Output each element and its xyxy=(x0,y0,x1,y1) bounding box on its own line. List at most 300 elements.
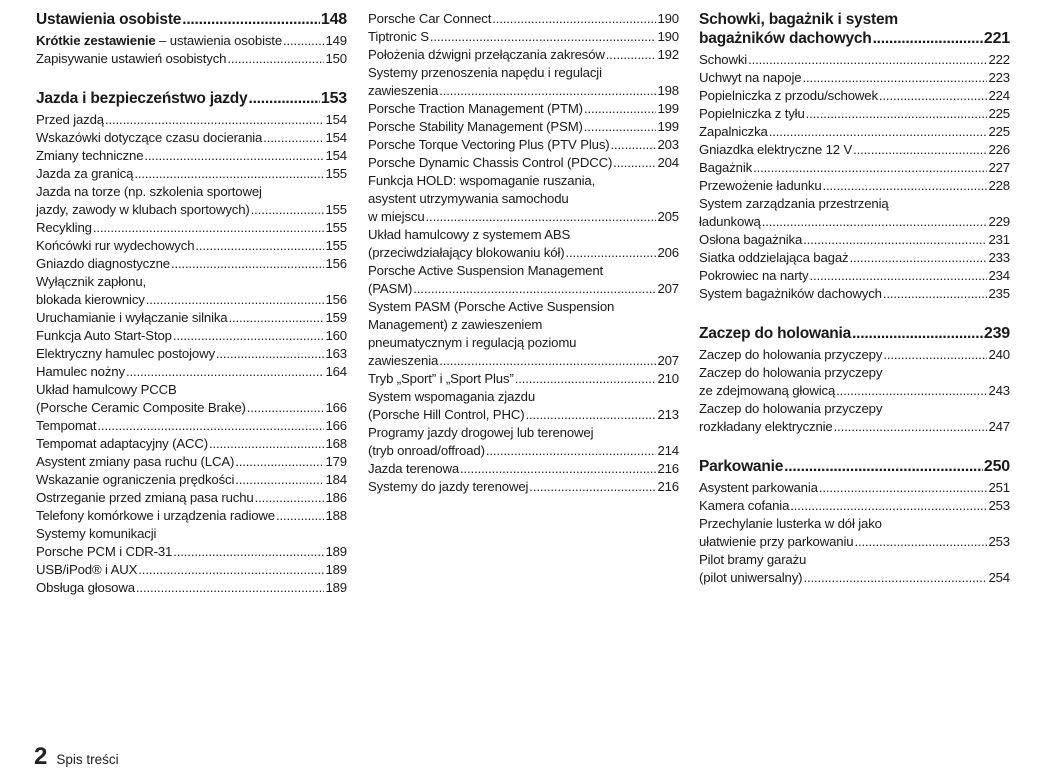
dot-leader xyxy=(228,309,324,327)
dot-leader xyxy=(146,291,325,309)
toc-entry-text xyxy=(36,561,137,579)
toc-entry[interactable] xyxy=(368,10,679,28)
toc-entry-row xyxy=(699,141,1010,159)
toc-entry[interactable] xyxy=(36,219,347,237)
toc-entry-page: 247 xyxy=(988,419,1010,434)
toc-entry-label: ułatwienie przy parkowaniu xyxy=(699,534,854,549)
toc-entry[interactable] xyxy=(699,51,1010,69)
toc-entry-row xyxy=(368,478,679,496)
dot-leader xyxy=(235,471,324,489)
toc-entry-page: 203 xyxy=(657,137,679,152)
dot-leader xyxy=(748,51,987,69)
toc-entry-text xyxy=(36,309,227,327)
toc-entry-row xyxy=(368,406,679,424)
toc-entry-row xyxy=(368,352,679,370)
toc-entry-row xyxy=(368,370,679,388)
toc-entry-text xyxy=(368,82,438,100)
toc-entry-row xyxy=(699,249,1010,267)
toc-entry-text xyxy=(368,154,612,172)
toc-entry[interactable] xyxy=(368,28,679,46)
toc-entry-label: Recykling xyxy=(36,220,92,235)
toc-entry-text xyxy=(368,46,605,64)
toc-entry-label: Zapisywanie ustawień osobistych xyxy=(36,51,227,66)
dot-leader xyxy=(819,479,988,497)
toc-entry-label: Gniazdo diagnostyczne xyxy=(36,256,170,271)
dot-leader xyxy=(138,561,324,579)
toc-entry[interactable] xyxy=(699,267,1010,285)
toc-entry[interactable] xyxy=(36,273,347,309)
toc-entry-page: 226 xyxy=(988,142,1010,157)
toc-section-heading[interactable] xyxy=(699,10,1010,48)
section-title: Parkowanie xyxy=(699,458,784,475)
toc-entry-page: 210 xyxy=(657,371,679,386)
toc-entry-label: Asystent zmiany pasa ruchu (LCA) xyxy=(36,454,235,469)
toc-entry[interactable] xyxy=(368,298,679,370)
toc-entry[interactable] xyxy=(699,123,1010,141)
toc-entry-row xyxy=(699,213,1010,231)
dot-leader xyxy=(182,10,320,29)
toc-entry[interactable] xyxy=(368,46,679,64)
dot-leader xyxy=(276,507,324,525)
toc-entry[interactable] xyxy=(699,515,1010,551)
toc-entry-line: Programy jazdy drogowej lub terenowej xyxy=(368,425,594,440)
toc-entry-label: w miejscu xyxy=(368,209,425,224)
toc-entry-row xyxy=(36,363,347,381)
dot-leader xyxy=(525,406,656,424)
toc-entry[interactable] xyxy=(36,129,347,147)
toc-entry-label: Tryb „Sport” i „Sport Plus” xyxy=(368,371,514,386)
page-footer xyxy=(34,743,119,771)
dot-leader xyxy=(879,87,988,105)
toc-entry-line: Zaczep do holowania przyczepy xyxy=(699,401,883,416)
dot-leader xyxy=(430,28,657,46)
toc-entry-page: 160 xyxy=(325,328,347,343)
dot-leader xyxy=(144,147,324,165)
toc-entry-label: Tiptronic S xyxy=(368,29,429,44)
toc-entry[interactable] xyxy=(36,435,347,453)
toc-entry-page: 235 xyxy=(988,286,1010,301)
toc-entry-page: 192 xyxy=(657,47,679,62)
dot-leader xyxy=(486,442,657,460)
toc-section xyxy=(699,457,1010,587)
toc-entry[interactable] xyxy=(368,118,679,136)
toc-entry-label: Przewożenie ładunku xyxy=(699,178,822,193)
toc-entry-line: Pilot bramy garażu xyxy=(699,552,807,567)
toc-entry-label: (Porsche Ceramic Composite Brake) xyxy=(36,400,246,415)
dot-leader xyxy=(248,89,319,108)
toc-entry-list xyxy=(699,51,1010,303)
toc-entry[interactable] xyxy=(699,141,1010,159)
toc-entry-row xyxy=(36,309,347,327)
toc-entry-page: 150 xyxy=(325,51,347,66)
toc-entry[interactable] xyxy=(36,327,347,345)
toc-column-2 xyxy=(368,10,679,496)
toc-section xyxy=(699,10,1010,303)
toc-entry[interactable] xyxy=(36,111,347,129)
toc-entry-page: 223 xyxy=(988,70,1010,85)
toc-entry[interactable] xyxy=(368,460,679,478)
toc-entry[interactable] xyxy=(368,172,679,226)
toc-entry-text xyxy=(36,255,170,273)
toc-entry-page: 166 xyxy=(325,400,347,415)
toc-entry-line: Management) z zawieszeniem xyxy=(368,317,543,332)
toc-entry-label: – ustawienia osobiste xyxy=(155,33,283,48)
toc-entry-text xyxy=(699,533,853,551)
dot-leader xyxy=(173,543,324,561)
toc-entry[interactable] xyxy=(699,346,1010,364)
toc-entry-page: 205 xyxy=(657,209,679,224)
toc-entry[interactable] xyxy=(36,147,347,165)
dot-leader xyxy=(873,29,983,48)
toc-entry-label: Hamulec nożny xyxy=(36,364,125,379)
toc-entry-row xyxy=(36,237,347,255)
toc-entry-text xyxy=(36,399,246,417)
toc-entry-text xyxy=(699,382,835,400)
toc-entry-text xyxy=(368,118,583,136)
toc-entry[interactable] xyxy=(368,64,679,100)
toc-entry-row xyxy=(699,105,1010,123)
toc-entry-label: Siatka oddzielająca bagaż xyxy=(699,250,849,265)
toc-entry-label: Elektryczny hamulec postojowy xyxy=(36,346,215,361)
toc-entry-row xyxy=(699,267,1010,285)
toc-entry-row xyxy=(699,382,1010,400)
toc-entry-label: Porsche Dynamic Chassis Control (PDCC) xyxy=(368,155,613,170)
toc-entry-page: 216 xyxy=(657,461,679,476)
dot-leader xyxy=(283,32,324,50)
toc-entry-page: 251 xyxy=(988,480,1010,495)
toc-entry[interactable] xyxy=(36,165,347,183)
toc-entry-label: ze zdejmowaną głowicą xyxy=(699,383,836,398)
toc-entry[interactable] xyxy=(699,249,1010,267)
dot-leader xyxy=(235,453,324,471)
toc-entry-page: 198 xyxy=(657,83,679,98)
toc-entry-row xyxy=(36,327,347,345)
toc-entry-label: USB/iPod® i AUX xyxy=(36,562,138,577)
toc-entry[interactable] xyxy=(368,136,679,154)
toc-entry-page: 229 xyxy=(988,214,1010,229)
toc-entry-row xyxy=(36,471,347,489)
toc-entry-label: Jazda za granicą xyxy=(36,166,134,181)
toc-entry-line: System zarządzania przestrzenią xyxy=(699,196,889,211)
toc-entry-page: 225 xyxy=(988,124,1010,139)
toc-entry[interactable] xyxy=(699,177,1010,195)
toc-entry[interactable] xyxy=(36,525,347,561)
toc-entry[interactable] xyxy=(36,183,347,219)
toc-entry-line: Systemy komunikacji xyxy=(36,526,157,541)
toc-entry[interactable] xyxy=(368,478,679,496)
toc-entry[interactable] xyxy=(36,417,347,435)
toc-entry-label: Schowki xyxy=(699,52,748,67)
toc-entry-row xyxy=(36,417,347,435)
toc-entry-row xyxy=(699,123,1010,141)
dot-leader xyxy=(227,50,324,68)
toc-entry-page: 154 xyxy=(325,112,347,127)
toc-entry-row xyxy=(699,533,1010,551)
toc-entry[interactable] xyxy=(36,489,347,507)
toc-entry-text xyxy=(36,327,172,345)
toc-entry-text xyxy=(36,417,96,435)
toc-entry-text xyxy=(36,471,234,489)
toc-entry-label: Gniazdka elektryczne 12 V xyxy=(699,142,853,157)
toc-entry[interactable] xyxy=(699,364,1010,400)
toc-entry-row xyxy=(699,69,1010,87)
section-title-row xyxy=(699,324,1010,343)
toc-entry-row xyxy=(699,285,1010,303)
toc-entry[interactable] xyxy=(36,471,347,489)
section-title: Zaczep do holowania xyxy=(699,325,852,342)
toc-entry-page: 207 xyxy=(657,281,679,296)
toc-entry[interactable] xyxy=(368,154,679,172)
toc-entry-page: 156 xyxy=(325,292,347,307)
toc-entry-page: 159 xyxy=(325,310,347,325)
toc-entry-page: 216 xyxy=(657,479,679,494)
toc-entry-row xyxy=(36,129,347,147)
toc-entry-row xyxy=(36,291,347,309)
toc-entry-list xyxy=(368,10,679,496)
toc-entry-text xyxy=(36,237,194,255)
toc-entry-row xyxy=(699,569,1010,587)
toc-entry-label: System bagażników dachowych xyxy=(699,286,882,301)
toc-entry-page: 184 xyxy=(325,472,347,487)
toc-entry-page: 155 xyxy=(325,202,347,217)
toc-entry-line: Systemy przenoszenia napędu i regulacji xyxy=(368,65,602,80)
toc-entry-page: 206 xyxy=(657,245,679,260)
toc-entry[interactable] xyxy=(368,100,679,118)
toc-entry[interactable] xyxy=(699,231,1010,249)
toc-entry-row xyxy=(36,507,347,525)
toc-entry-row xyxy=(36,543,347,561)
toc-entry-label: Funkcja Auto Start-Stop xyxy=(36,328,172,343)
toc-entry[interactable] xyxy=(368,388,679,424)
dot-leader xyxy=(171,255,324,273)
toc-entry-text xyxy=(699,69,801,87)
toc-entry-line: asystent utrzymywania samochodu xyxy=(368,191,569,206)
toc-entry-text xyxy=(699,285,882,303)
toc-entry-page: 168 xyxy=(325,436,347,451)
dot-leader xyxy=(492,10,656,28)
toc-entry-text xyxy=(36,50,226,68)
toc-entry[interactable] xyxy=(699,400,1010,436)
toc-entry-text xyxy=(368,370,514,388)
toc-entry[interactable] xyxy=(36,237,347,255)
section-title: bagażników dachowych xyxy=(699,30,872,47)
toc-entry-row xyxy=(699,497,1010,515)
toc-entry-text xyxy=(699,231,802,249)
footer-page-number: 2 xyxy=(34,743,48,770)
toc-entry-line: Funkcja HOLD: wspomaganie ruszania, xyxy=(368,173,596,188)
toc-entry-row xyxy=(699,231,1010,249)
toc-entry[interactable] xyxy=(368,226,679,262)
toc-entry-text xyxy=(368,352,438,370)
dot-leader xyxy=(790,497,987,515)
toc-entry[interactable] xyxy=(699,551,1010,587)
dot-leader xyxy=(195,237,324,255)
toc-entry-text xyxy=(699,479,818,497)
toc-entry-text xyxy=(699,159,752,177)
dot-leader xyxy=(823,177,988,195)
dot-leader xyxy=(852,324,983,343)
toc-entry-row xyxy=(36,399,347,417)
toc-entry-label: (przeciwdziałający blokowaniu kół) xyxy=(368,245,565,260)
toc-entry-text xyxy=(36,291,145,309)
toc-entry-row xyxy=(368,82,679,100)
toc-entry-label: Systemy do jazdy terenowej xyxy=(368,479,529,494)
dot-leader xyxy=(784,457,983,476)
toc-entry[interactable] xyxy=(368,262,679,298)
toc-entry[interactable] xyxy=(36,579,347,597)
toc-entry-page: 189 xyxy=(325,562,347,577)
dot-leader xyxy=(584,100,657,118)
toc-section-heading[interactable] xyxy=(36,89,347,108)
toc-entry-text xyxy=(368,478,528,496)
toc-entry-label: Uruchamianie i wyłączanie silnika xyxy=(36,310,228,325)
toc-entry-label: Porsche Traction Management (PTM) xyxy=(368,101,583,116)
toc-entry-page: 225 xyxy=(988,106,1010,121)
section-page: 250 xyxy=(983,458,1010,475)
toc-entry-label: Zaczep do holowania przyczepy xyxy=(699,347,883,362)
toc-entry[interactable] xyxy=(368,424,679,460)
toc-entry-row xyxy=(368,136,679,154)
toc-entry-page: 204 xyxy=(657,155,679,170)
toc-entry[interactable] xyxy=(699,105,1010,123)
toc-entry-page: 155 xyxy=(325,220,347,235)
toc-entry-text xyxy=(368,280,412,298)
dot-leader xyxy=(802,69,987,87)
toc-entry[interactable] xyxy=(36,363,347,381)
toc-entry-line: System wspomagania zjazdu xyxy=(368,389,536,404)
toc-entry[interactable] xyxy=(699,69,1010,87)
toc-section xyxy=(36,10,347,68)
dot-leader xyxy=(209,435,324,453)
toc-entry[interactable] xyxy=(699,497,1010,515)
toc-entry-page: 228 xyxy=(988,178,1010,193)
toc-entry-label: Popielniczka z tyłu xyxy=(699,106,805,121)
toc-entry[interactable] xyxy=(699,87,1010,105)
toc-entry-label: zawieszenia xyxy=(368,353,439,368)
toc-entry-row xyxy=(36,165,347,183)
toc-entry[interactable] xyxy=(36,561,347,579)
toc-entry-text xyxy=(368,136,610,154)
toc-entry-row xyxy=(36,345,347,363)
toc-entry-list xyxy=(699,346,1010,436)
toc-entry-page: 233 xyxy=(988,250,1010,265)
toc-entry-text xyxy=(36,435,208,453)
dot-leader xyxy=(565,244,656,262)
toc-entry[interactable] xyxy=(368,370,679,388)
toc-entry[interactable] xyxy=(36,345,347,363)
toc-section-heading[interactable] xyxy=(699,324,1010,343)
toc-entry[interactable] xyxy=(36,255,347,273)
toc-entry-label: Porsche Torque Vectoring Plus (PTV Plus) xyxy=(368,137,610,152)
toc-entry-label: zawieszenia xyxy=(368,83,439,98)
toc-entry-label: Tempomat adaptacyjny (ACC) xyxy=(36,436,208,451)
toc-entry-line: Wyłącznik zapłonu, xyxy=(36,274,147,289)
toc-entry-page: 164 xyxy=(325,364,347,379)
dot-leader xyxy=(105,111,324,129)
toc-entry[interactable] xyxy=(699,195,1010,231)
toc-entry-text xyxy=(36,579,135,597)
dot-leader xyxy=(251,201,325,219)
toc-entry-row xyxy=(36,50,347,68)
dot-leader xyxy=(134,165,324,183)
dot-leader xyxy=(803,569,987,587)
dot-leader xyxy=(584,118,657,136)
toc-entry-page: 243 xyxy=(988,383,1010,398)
toc-entry-label: (pilot uniwersalny) xyxy=(699,570,803,585)
toc-entry-text xyxy=(699,267,808,285)
toc-entry-row xyxy=(699,418,1010,436)
toc-entry[interactable] xyxy=(36,32,347,50)
toc-entry[interactable] xyxy=(36,309,347,327)
toc-entry-label: Jazda terenowa xyxy=(368,461,460,476)
toc-entry-row xyxy=(368,442,679,460)
toc-entry-text xyxy=(368,10,491,28)
toc-entry[interactable] xyxy=(36,507,347,525)
section-page: 221 xyxy=(983,30,1010,47)
toc-entry-page: 189 xyxy=(325,580,347,595)
toc-entry-label: Popielniczka z przodu/schowek xyxy=(699,88,878,103)
toc-entry-text xyxy=(699,497,789,515)
section-title-line: Schowki, bagażnik i system xyxy=(699,11,898,28)
toc-column-1 xyxy=(36,10,347,597)
toc-entry-label: Telefony komórkowe i urządzenia radiowe xyxy=(36,508,275,523)
dot-leader xyxy=(883,285,988,303)
toc-entry-text xyxy=(699,249,848,267)
dot-leader xyxy=(439,352,656,370)
toc-entry-page: 156 xyxy=(325,256,347,271)
toc-section xyxy=(36,89,347,597)
toc-entry-row xyxy=(36,435,347,453)
toc-section xyxy=(699,324,1010,436)
toc-entry-row xyxy=(368,46,679,64)
toc-entry[interactable] xyxy=(699,285,1010,303)
toc-entry[interactable] xyxy=(36,453,347,471)
toc-entry-line: Układ hamulcowy PCCB xyxy=(36,382,177,397)
dot-leader xyxy=(426,208,657,226)
toc-entry-row xyxy=(699,479,1010,497)
toc-entry[interactable] xyxy=(36,50,347,68)
toc-entry-page: 254 xyxy=(988,570,1010,585)
toc-entry[interactable] xyxy=(699,479,1010,497)
toc-entry-row xyxy=(36,147,347,165)
toc-entry-row xyxy=(368,280,679,298)
toc-entry-row xyxy=(699,51,1010,69)
toc-entry-row xyxy=(368,28,679,46)
toc-entry-page: 190 xyxy=(657,11,679,26)
toc-entry-page: 190 xyxy=(657,29,679,44)
toc-entry[interactable] xyxy=(699,159,1010,177)
section-page: 153 xyxy=(320,90,347,107)
toc-entry-label: Wskazanie ograniczenia prędkości xyxy=(36,472,235,487)
toc-entry-label: Uchwyt na napoje xyxy=(699,70,802,85)
dot-leader xyxy=(413,280,656,298)
dot-leader xyxy=(97,417,324,435)
dot-leader xyxy=(173,327,325,345)
toc-entry-text xyxy=(699,213,761,231)
toc-entry-page: 188 xyxy=(325,508,347,523)
toc-section-heading[interactable] xyxy=(36,10,347,29)
dot-leader xyxy=(836,382,987,400)
toc-entry-label: Obsługa głosowa xyxy=(36,580,135,595)
toc-entry[interactable] xyxy=(36,381,347,417)
toc-section-heading[interactable] xyxy=(699,457,1010,476)
toc-entry-row xyxy=(699,346,1010,364)
dot-leader xyxy=(439,82,656,100)
toc-entry-text xyxy=(36,201,250,219)
dot-leader xyxy=(853,141,987,159)
toc-entry-page: 253 xyxy=(988,498,1010,513)
dot-leader xyxy=(611,136,657,154)
